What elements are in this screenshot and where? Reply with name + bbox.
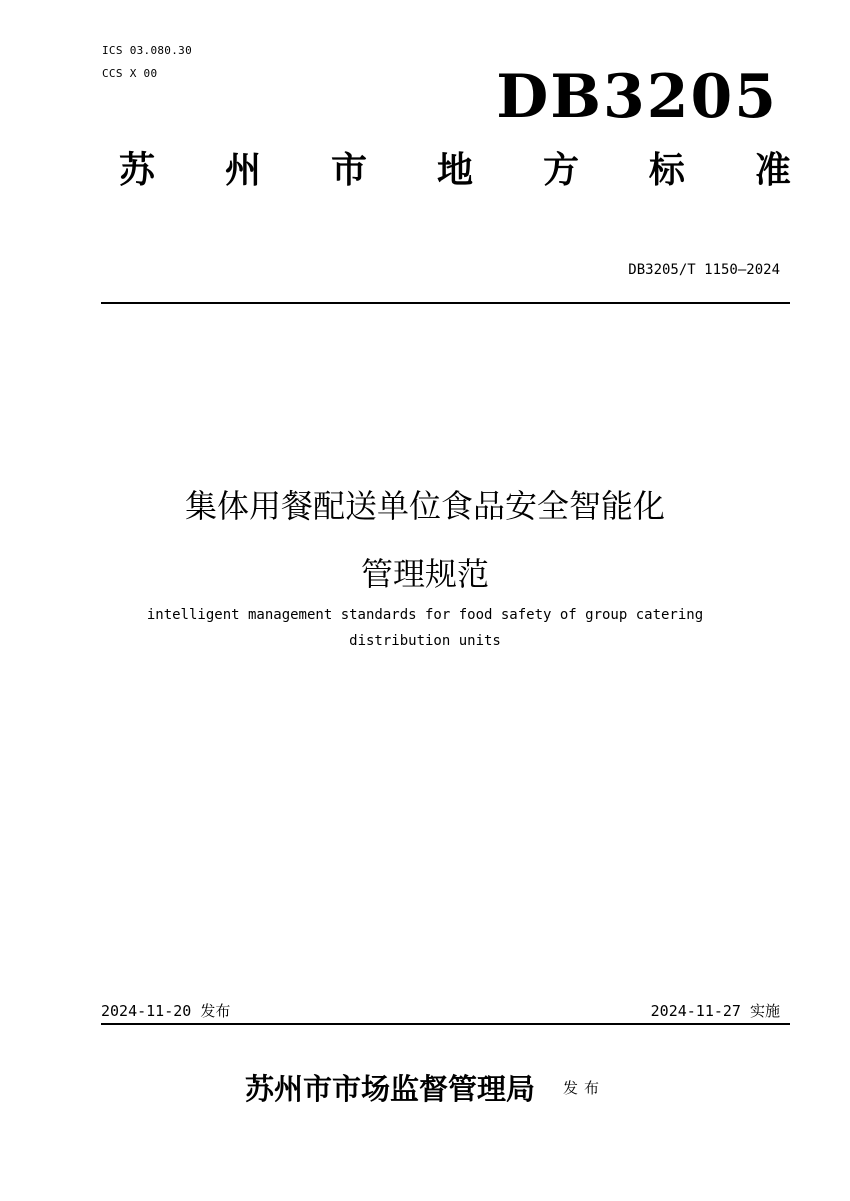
implementation-date: 2024-11-27 实施 [650, 1002, 780, 1020]
standard-type-char: 准 [754, 149, 791, 191]
issue-date: 2024-11-20 发布 [101, 1002, 231, 1020]
standard-type-char: 苏 [119, 149, 156, 191]
standard-type-char: 方 [542, 149, 579, 191]
issuer-block [0, 1067, 850, 1108]
standard-code-mark: DB3205 [496, 62, 778, 132]
standard-type-char: 地 [436, 149, 473, 191]
title-chinese-line-1 [0, 475, 850, 537]
standard-type-char: 州 [224, 149, 261, 191]
ccs-classification: CCS X 00 [102, 67, 158, 80]
issuing-authority: 苏州市市场监督管理局 [244, 1072, 535, 1106]
title-english-line-1: intelligent management standards for food safety of group catering [146, 607, 704, 623]
standard-type-heading [119, 146, 791, 194]
title-chinese-text-1: 集体用餐配送单位食品安全智能化 [184, 487, 665, 525]
standard-type-char: 标 [648, 149, 685, 191]
issue-label: 发布 [563, 1079, 606, 1097]
standard-number: DB3205/T 1150—2024 [628, 262, 780, 278]
top-divider [101, 302, 790, 304]
standard-type-char: 市 [330, 149, 367, 191]
title-english-line-2: distribution units [349, 633, 501, 649]
ics-classification: ICS 03.080.30 [102, 44, 192, 57]
title-chinese-line-2: 管理规范 [360, 555, 489, 593]
bottom-divider [101, 1023, 790, 1025]
